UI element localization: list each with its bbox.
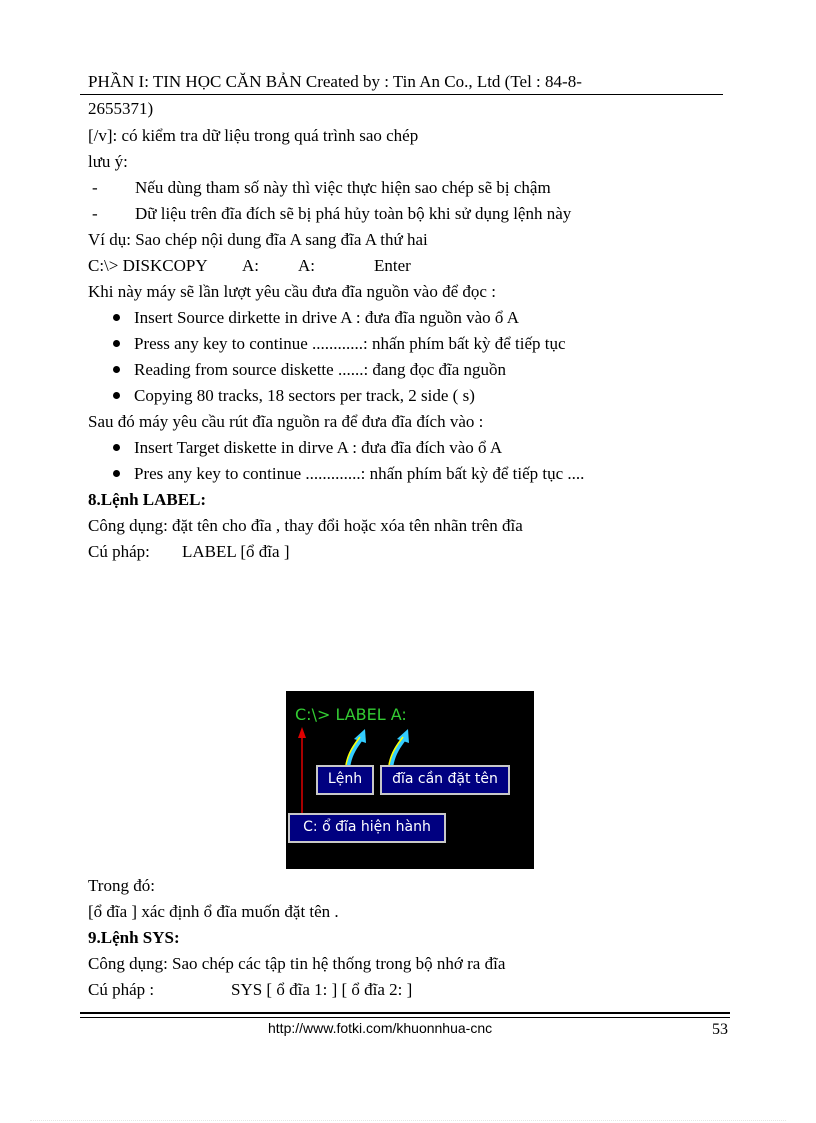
cmd-enter: Enter: [374, 256, 411, 275]
header-line-2: 2655371): [88, 99, 154, 118]
where-desc: [ổ đĩa ] xác định ổ đĩa muốn đặt tên .: [88, 902, 339, 921]
label-usage: Công dụng: đặt tên cho đĩa , thay đổi hoặc xóa tên nhãn trên đĩa: [88, 516, 523, 535]
header-rule: [80, 94, 723, 95]
cyan-arrow-disk: [389, 729, 409, 765]
cmd-prompt: C:\> DISKCOPY: [88, 256, 208, 275]
bullet-item: Reading from source diskette ......: đang đọc đĩa nguồn: [134, 360, 507, 379]
where-text: Trong đó:: [88, 876, 155, 895]
note-item-2: Dữ liệu trên đĩa đích sẽ bị phá hủy toàn bộ khi sử dụng lệnh này: [135, 204, 572, 223]
bullet-dot: [113, 314, 120, 321]
v-option-text: [/v]: có kiểm tra dữ liệu trong quá trình sao chép: [88, 126, 419, 145]
footer-rule-thin: [80, 1017, 730, 1018]
bullet-item: Pres any key to continue .............: nhấn phím bất kỳ để tiếp tục ....: [134, 464, 585, 483]
sys-usage: Công dụng: Sao chép các tập tin hệ thống trong bộ nhớ ra đĩa: [88, 954, 506, 973]
bullet-dot: [113, 366, 120, 373]
bullet-item: Insert Source dirkette in drive A : đưa đĩa nguồn vào ổ A: [134, 308, 520, 327]
bullet-item: Copying 80 tracks, 18 sectors per track, 2 side ( s): [134, 386, 475, 405]
label-command-figure: [286, 691, 534, 869]
header-line-1: PHẦN I: TIN HỌC CĂN BẢN Created by : Tin An Co., Ltd (Tel : 84-8-: [88, 72, 582, 91]
red-arrow-head: [298, 727, 306, 738]
note-label: lưu ý:: [88, 152, 128, 171]
footer-url[interactable]: http://www.fotki.com/khuonnhua-cnc: [268, 1020, 493, 1036]
figure-command-text: C:\> LABEL A:: [295, 705, 407, 724]
figure-box-command: Lệnh: [316, 765, 374, 795]
page-number: 53: [712, 1021, 728, 1038]
label-syntax: LABEL [ổ đĩa ]: [182, 542, 290, 561]
cyan-arrow-command: [346, 729, 366, 765]
bottom-dotted-line: [30, 1120, 786, 1121]
bullet-dot: [113, 470, 120, 477]
sys-syntax: SYS [ ổ đĩa 1: ] [ ổ đĩa 2: ]: [231, 980, 413, 999]
sys-syntax-prefix: Cú pháp :: [88, 980, 155, 999]
cmd-arg-2: A:: [298, 256, 315, 275]
section-heading-sys: 9.Lệnh SYS:: [88, 928, 180, 947]
figure-box-disk: đĩa cần đặt tên: [380, 765, 510, 795]
dash-marker: -: [92, 178, 98, 197]
bullet-dot: [113, 340, 120, 347]
bullet-item: Press any key to continue ............: nhấn phím bất kỳ để tiếp tục: [134, 334, 566, 353]
section-heading-label: 8.Lệnh LABEL:: [88, 490, 207, 509]
example-text: Ví dụ: Sao chép nội dung đĩa A sang đĩa A thứ hai: [88, 230, 428, 249]
footer-rule-thick: [80, 1012, 730, 1014]
bullet-dot: [113, 444, 120, 451]
when-text: Khi này máy sẽ lần lượt yêu cầu đưa đĩa nguồn vào để đọc :: [88, 282, 496, 301]
dash-marker: -: [92, 204, 98, 223]
then-text: Sau đó máy yêu cầu rút đĩa nguồn ra để đưa đĩa đích vào :: [88, 412, 484, 431]
cmd-arg-1: A:: [242, 256, 259, 275]
note-item-1: Nếu dùng tham số này thì việc thực hiện sao chép sẽ bị chậm: [135, 178, 551, 197]
figure-box-current-drive: C: ổ đĩa hiện hành: [288, 813, 446, 843]
bullet-dot: [113, 392, 120, 399]
label-syntax-prefix: Cú pháp:: [88, 542, 150, 561]
bullet-item: Insert Target diskette in dirve A : đưa đĩa đích vào ổ A: [134, 438, 503, 457]
